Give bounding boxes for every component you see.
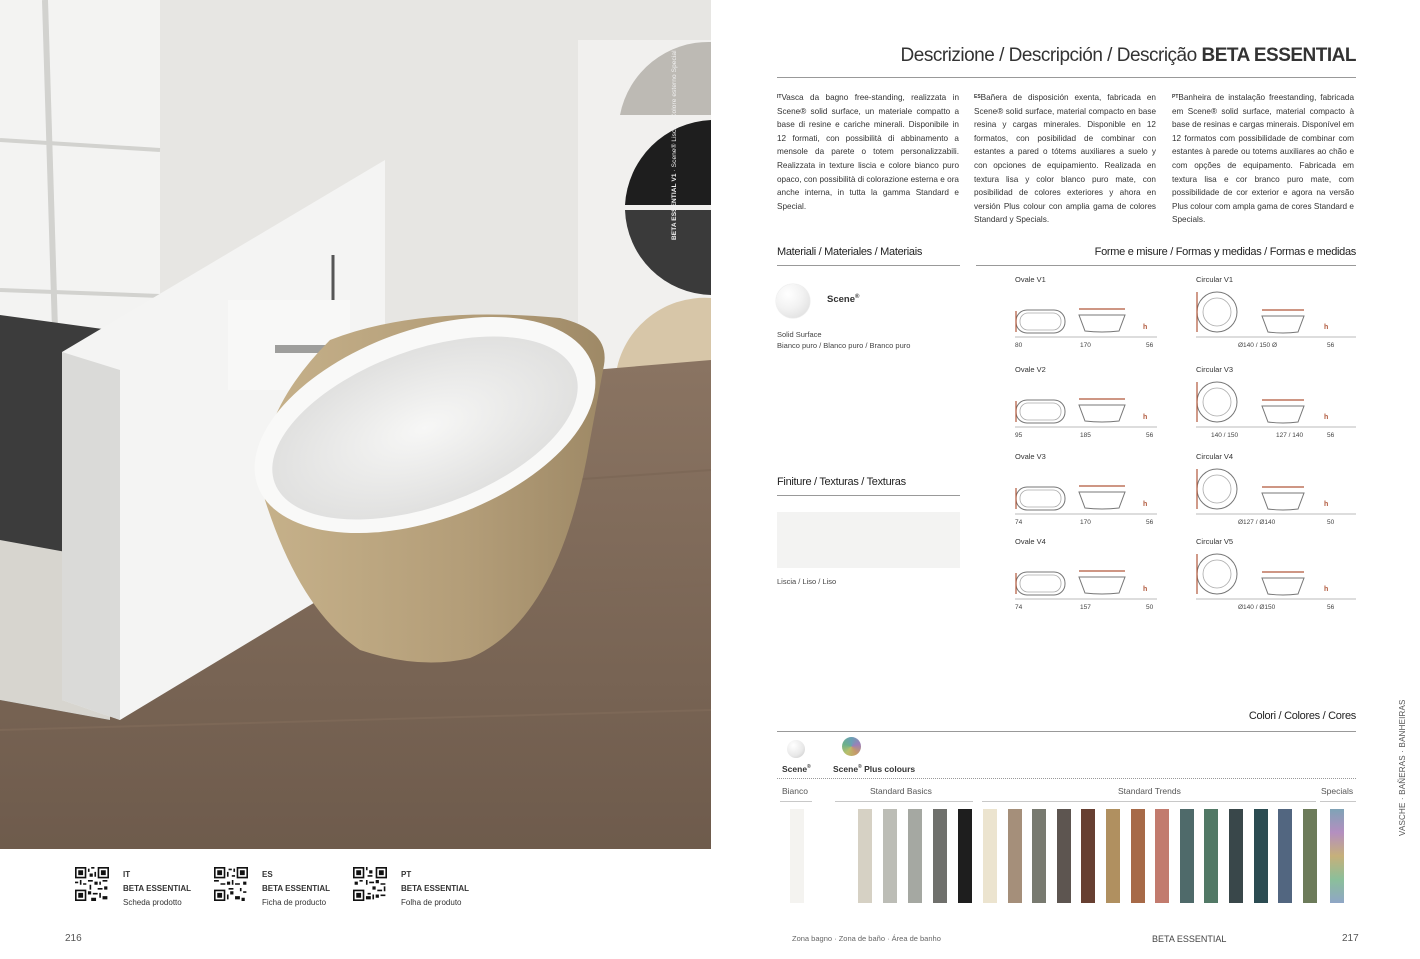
material-line1: Solid Surface bbox=[777, 330, 822, 339]
colour-bar-trend bbox=[1081, 809, 1095, 903]
qr-code-icon[interactable] bbox=[75, 867, 109, 901]
dim-width: Ø140 / 150 Ø bbox=[1238, 342, 1278, 349]
group-label-basics: Standard Basics bbox=[867, 786, 935, 796]
colour-bar-basic bbox=[933, 809, 947, 903]
dim-width: Ø127 / Ø140 bbox=[1238, 519, 1276, 526]
qr-code-icon[interactable] bbox=[214, 867, 248, 901]
colour-bar-trend bbox=[1008, 809, 1022, 903]
dim-width: 74 bbox=[1015, 604, 1023, 611]
qr-text bbox=[262, 868, 330, 910]
colours-dotted-divider bbox=[777, 778, 1356, 779]
qr-product: BETA ESSENTIAL bbox=[401, 884, 470, 893]
group-label-specials: Specials bbox=[1318, 786, 1356, 796]
side-tab: VASCHE · BAÑERAS · BANHEIRAS bbox=[1398, 699, 1407, 836]
dim-width: 74 bbox=[1015, 519, 1023, 526]
scene-label: Scene® bbox=[782, 764, 811, 774]
material-name: Scene® bbox=[827, 294, 860, 306]
dim-length: 157 bbox=[1080, 604, 1091, 611]
bathroom-scene-illustration bbox=[0, 0, 711, 849]
page-title: Descrizione / Descripción / Descrição BETA ESSENTIAL bbox=[900, 45, 1356, 66]
shape-name: Circular V3 bbox=[1196, 365, 1234, 374]
dim-height: 56 bbox=[1146, 519, 1154, 526]
colour-bar-trend bbox=[1303, 809, 1317, 903]
material-description bbox=[777, 329, 910, 351]
finishes-title: Finiture / Texturas / Texturas bbox=[777, 476, 906, 488]
dim-length: 127 / 140 bbox=[1276, 432, 1304, 439]
colour-bar-trend bbox=[1180, 809, 1194, 903]
group-label-trends: Standard Trends bbox=[1115, 786, 1184, 796]
group-label-bianco: Bianco bbox=[779, 786, 811, 796]
qr-lang: ES bbox=[262, 870, 273, 879]
shape-name: Ovale V3 bbox=[1015, 452, 1046, 461]
oval-tub-diagram-icon bbox=[1015, 379, 1177, 431]
basics-underline bbox=[835, 801, 973, 802]
shape-ovale-v1 bbox=[1015, 275, 1177, 355]
qr-text bbox=[123, 868, 191, 910]
specials-underline bbox=[1320, 801, 1356, 802]
qr-lang: PT bbox=[401, 870, 412, 879]
qr-label: Folha de produto bbox=[401, 898, 462, 907]
photo-caption: BETA ESSENTIAL V1 · Scene® Liscio · Colore esterno Special bbox=[671, 50, 678, 240]
dim-width: Ø140 / Ø150 bbox=[1238, 604, 1276, 611]
texture-swatch bbox=[777, 512, 960, 568]
height-label: h bbox=[1324, 586, 1329, 593]
title-divider bbox=[777, 77, 1356, 78]
dim-height: 56 bbox=[1327, 342, 1335, 349]
colour-bar-trend bbox=[1057, 809, 1071, 903]
dim-length: 185 bbox=[1080, 432, 1091, 439]
qr-product: BETA ESSENTIAL bbox=[123, 884, 192, 893]
dim-length: 170 bbox=[1080, 342, 1091, 349]
shape-name: Ovale V4 bbox=[1015, 537, 1046, 546]
round-tub-diagram-icon bbox=[1196, 466, 1358, 518]
dim-height: 56 bbox=[1327, 432, 1335, 439]
round-tub-diagram-icon bbox=[1196, 379, 1358, 431]
dim-length: 170 bbox=[1080, 519, 1091, 526]
shape-name: Ovale V2 bbox=[1015, 365, 1046, 374]
qr-product: BETA ESSENTIAL bbox=[262, 884, 331, 893]
colour-bar-trend bbox=[1204, 809, 1218, 903]
dim-width: 80 bbox=[1015, 342, 1023, 349]
colour-bar-basic bbox=[883, 809, 897, 903]
height-label: h bbox=[1143, 324, 1148, 331]
shape-ovale-v4 bbox=[1015, 537, 1177, 617]
colour-bar-trend bbox=[1106, 809, 1120, 903]
colours-title: Colori / Colores / Cores bbox=[1248, 710, 1356, 722]
colour-bar-trend bbox=[1278, 809, 1292, 903]
height-label: h bbox=[1324, 414, 1329, 421]
description-es: $^{ES}$Bañera de disposición exenta, fabricada en Scene® solid surface, material compacto en base resina y cargas minerales. Disponible en 12 formatos, con posibilidad de combinar con estantes a pared o tótems auxiliares a suelo y con opciones de equipamiento. Realizada en textura lisa y color blanco puro mate, con posibilidad de colores exteriores y ahora en versión Plus colour con amplia gama de colores Standard y Specials. bbox=[974, 93, 1156, 225]
colour-bar-trend bbox=[1229, 809, 1243, 903]
plus-colours-swatch-icon bbox=[842, 737, 861, 756]
plus-colours-label: Scene® Plus colours bbox=[833, 764, 916, 774]
material-line2: Bianco puro / Blanco puro / Branco puro bbox=[777, 341, 911, 350]
description-pt: $^{PT}$Banheira de instalação freestanding, fabricada em Scene® solid surface, material compacto à base de resinas e cargas minerais. Disponível em 12 formatos com possibilidade de combinar com estantes à parede ou totems auxiliares ao chão e com opções de equipamento. Fabricada em textura lisa e cor branco puro mate, com possibilidade de cor exterior e agora na versão Plus colour com ampla gama de cores Standard e Specials. bbox=[1172, 93, 1354, 225]
qr-lang: IT bbox=[123, 870, 131, 879]
texture-label: Liscia / Liso / Liso bbox=[777, 577, 837, 586]
oval-tub-diagram-icon bbox=[1015, 551, 1177, 603]
shape-ovale-v2 bbox=[1015, 365, 1177, 445]
round-tub-diagram-icon bbox=[1196, 551, 1358, 603]
shape-name: Circular V5 bbox=[1196, 537, 1234, 546]
qr-text bbox=[401, 868, 469, 910]
dim-width: 95 bbox=[1015, 432, 1023, 439]
materials-divider bbox=[777, 265, 960, 266]
page-number-left: 216 bbox=[65, 933, 82, 944]
footer-section: Zona bagno · Zona de baño · Área de banho bbox=[792, 934, 941, 943]
oval-tub-diagram-icon bbox=[1015, 466, 1177, 518]
colour-bar-special bbox=[1330, 809, 1344, 903]
shape-circular-v3 bbox=[1196, 365, 1358, 445]
qr-label: Ficha de producto bbox=[262, 898, 327, 907]
colour-bar-basic bbox=[958, 809, 972, 903]
qr-label: Scheda prodotto bbox=[123, 898, 182, 907]
shape-name: Ovale V1 bbox=[1015, 275, 1046, 284]
height-label: h bbox=[1324, 324, 1329, 331]
height-label: h bbox=[1143, 414, 1148, 421]
round-tub-diagram-icon bbox=[1196, 289, 1358, 341]
shape-circular-v5 bbox=[1196, 537, 1358, 617]
colour-bar-basic bbox=[908, 809, 922, 903]
bianco-underline bbox=[780, 801, 812, 802]
shapes-divider bbox=[976, 265, 1356, 266]
shape-name: Circular V4 bbox=[1196, 452, 1234, 461]
dim-height: 56 bbox=[1146, 342, 1154, 349]
dim-height: 56 bbox=[1146, 432, 1154, 439]
materials-title: Materiali / Materiales / Materiais bbox=[777, 246, 923, 258]
colour-bar-trend bbox=[1032, 809, 1046, 903]
height-label: h bbox=[1143, 501, 1148, 508]
dim-height: 56 bbox=[1327, 604, 1335, 611]
oval-tub-diagram-icon bbox=[1015, 289, 1177, 341]
colour-bar-trend bbox=[983, 809, 997, 903]
height-label: h bbox=[1143, 586, 1148, 593]
shape-name: Circular V1 bbox=[1196, 275, 1234, 284]
shape-ovale-v3 bbox=[1015, 452, 1177, 532]
height-label: h bbox=[1324, 501, 1329, 508]
colours-divider bbox=[777, 731, 1356, 732]
shapes-title: Forme e misure / Formas y medidas / Formas e medidas bbox=[1094, 246, 1356, 258]
finishes-divider bbox=[777, 495, 960, 496]
colour-bar-basic bbox=[858, 809, 872, 903]
colour-bar-trend bbox=[1131, 809, 1145, 903]
shape-circular-v1 bbox=[1196, 275, 1358, 355]
dim-height: 50 bbox=[1327, 519, 1335, 526]
material-swatch bbox=[776, 284, 810, 318]
footer-product: BETA ESSENTIAL bbox=[1152, 934, 1227, 944]
scene-swatch-icon bbox=[787, 740, 805, 758]
colour-bar-bianco bbox=[790, 809, 804, 903]
colour-bar-trend bbox=[1155, 809, 1169, 903]
page-number-right: 217 bbox=[1342, 933, 1359, 944]
colour-bar-trend bbox=[1254, 809, 1268, 903]
qr-code-icon[interactable] bbox=[353, 867, 387, 901]
dim-width: 140 / 150 bbox=[1211, 432, 1239, 439]
description-it: $^{IT}$Vasca da bagno free-standing, realizzata in Scene® solid surface, un materiale compatto a base di resine e cariche minerali. Disponibile in 12 formati, con possibilità di abbinamento a mensole da parete o totem personalizzabili. Realizzata in texture liscia e colore bianco puro opaco, con possibilità di colorazione esterna e ora anche interna, in tutta la gamma Standard e Special. bbox=[777, 93, 959, 211]
trends-underline bbox=[982, 801, 1316, 802]
product-photo bbox=[0, 0, 711, 849]
dim-height: 50 bbox=[1146, 604, 1154, 611]
shape-circular-v4 bbox=[1196, 452, 1358, 532]
